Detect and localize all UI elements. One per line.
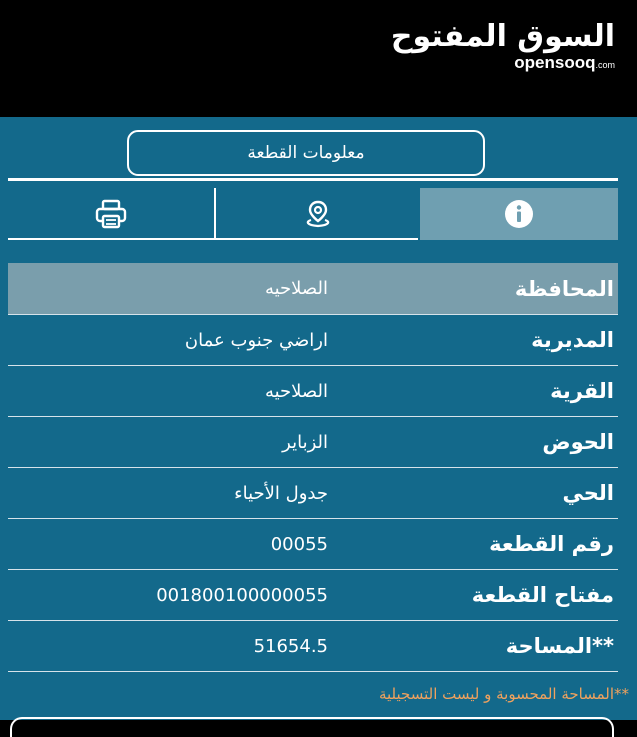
directorate-value: اراضي جنوب عمان — [184, 329, 328, 351]
row-village — [8, 366, 618, 417]
divider-line — [8, 178, 618, 181]
bottom-button-partial[interactable] — [10, 717, 614, 737]
parcel-number-value: 00055 — [270, 533, 328, 555]
info-icon — [504, 199, 534, 229]
governorate-label: المحافظة — [514, 276, 614, 301]
row-basin — [8, 417, 618, 468]
printer-icon — [94, 199, 128, 229]
tab-info[interactable] — [420, 188, 618, 240]
tab-location[interactable] — [216, 188, 420, 240]
village-label: القرية — [550, 379, 614, 403]
basin-label: الحوض — [542, 430, 614, 454]
row-neighborhood — [8, 468, 618, 519]
directorate-label: المديرية — [531, 328, 614, 352]
row-governorate — [8, 263, 618, 315]
logo-english-main: opensooq — [514, 53, 596, 72]
parcel-details-list — [8, 263, 618, 672]
opensooq-logo[interactable] — [391, 18, 615, 74]
tab-print[interactable] — [8, 188, 214, 240]
governorate-value: الصلاحيه — [264, 278, 328, 299]
logo-arabic-text: السوق المفتوح — [390, 19, 615, 54]
top-bar — [0, 0, 637, 117]
parcel-info-title-button[interactable]: معلومات القطعة — [127, 130, 485, 176]
tab-underline — [8, 238, 418, 240]
basin-value: الزباير — [282, 431, 328, 453]
neighborhood-label: الحي — [562, 481, 614, 505]
row-area — [8, 621, 618, 672]
neighborhood-value: جدول الأحياء — [234, 482, 328, 504]
location-pin-icon — [303, 199, 333, 229]
parcel-key-label: مفتاح القطعة — [471, 583, 614, 607]
logo-english-suffix: .com — [595, 60, 615, 70]
row-parcel-key — [8, 570, 618, 621]
tab-bar — [8, 188, 618, 240]
village-value: الصلاحيه — [264, 380, 328, 402]
area-value: 51654.5 — [253, 635, 328, 657]
parcel-info-panel — [0, 117, 637, 720]
row-directorate — [8, 315, 618, 366]
logo-english-text — [391, 54, 615, 74]
area-footnote: **المساحة المحسوبة و ليست التسجيلية — [378, 685, 629, 703]
area-label: **المساحة — [505, 634, 614, 658]
parcel-number-label: رقم القطعة — [489, 532, 614, 556]
row-parcel-number — [8, 519, 618, 570]
parcel-key-value: 001800100000055 — [156, 584, 328, 606]
